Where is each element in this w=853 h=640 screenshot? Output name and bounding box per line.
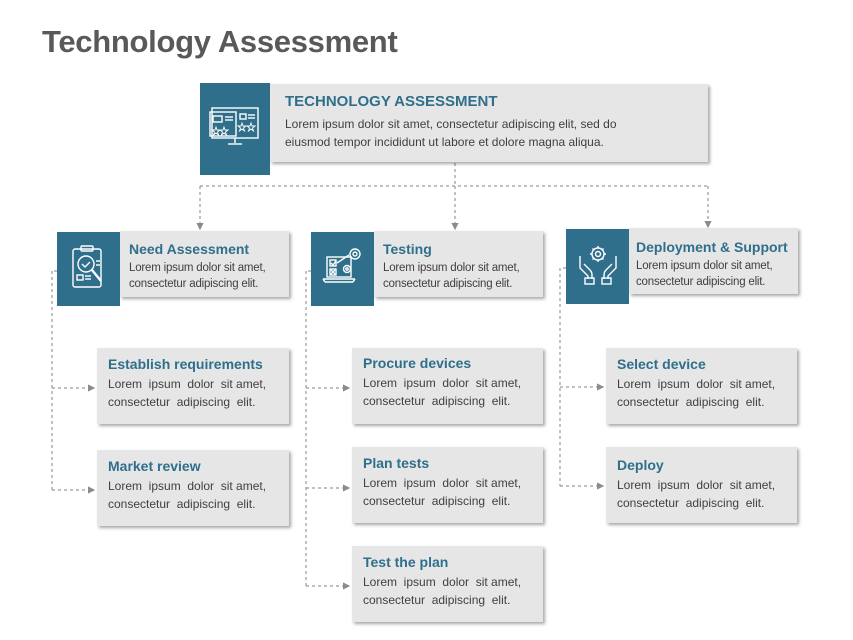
text-line: Lorem ipsum dolor sit amet, (363, 376, 522, 390)
text-line: Lorem ipsum dolor sit amet, (617, 478, 776, 492)
card-heading: Procure devices (363, 355, 472, 371)
text-line: Lorem ipsum dolor sit amet, (363, 476, 522, 490)
text-line: Lorem ipsum dolor sit amet, (108, 479, 267, 493)
card-text (363, 374, 548, 410)
card-text (108, 375, 293, 411)
top-card-heading: TECHNOLOGY ASSESSMENT (285, 93, 498, 110)
text-line: Lorem ipsum dolor sit amet, (636, 260, 773, 272)
top-card-text-line-2: eiusmod tempor incididunt ut labore et dolore magna aliqua. (285, 135, 604, 149)
card-heading: Select device (617, 356, 706, 372)
card-text (363, 474, 548, 510)
card-text (617, 476, 802, 512)
text-line: consectetur adipiscing elit. (617, 395, 765, 409)
text-line: Lorem ipsum dolor sit amet, (383, 262, 520, 274)
deployment-support-heading: Deployment & Support (636, 239, 788, 255)
text-line: Lorem ipsum dolor sit amet, (363, 575, 522, 589)
testing-text (383, 260, 553, 292)
card-heading: Plan tests (363, 455, 430, 471)
text-line: consectetur adipiscing elit. (363, 494, 511, 508)
need-assessment-text (129, 260, 299, 292)
text-line: Lorem ipsum dolor sit amet, (129, 262, 266, 274)
laptop-gear-checklist-icon (321, 245, 365, 285)
card-heading: Establish requirements (108, 356, 263, 372)
text-line: Lorem ipsum dolor sit amet, (617, 377, 776, 391)
text-line: consectetur adipiscing elit. (363, 593, 511, 607)
text-line: consectetur adipiscing elit. (108, 395, 256, 409)
deployment-support-text (636, 258, 806, 290)
hands-gear-icon (576, 242, 620, 286)
slide-title: Technology Assessment (42, 24, 398, 59)
text-line: consectetur adipiscing elit. (363, 394, 511, 408)
text-line: consectetur adipiscing elit. (129, 278, 259, 290)
text-line: consectetur adipiscing elit. (617, 496, 765, 510)
text-line: consectetur adipiscing elit. (383, 278, 513, 290)
card-text (108, 477, 293, 513)
testing-heading: Testing (383, 241, 432, 257)
card-heading: Test the plan (363, 554, 449, 570)
card-heading: Deploy (617, 457, 664, 473)
card-text (617, 375, 802, 411)
top-card-text-line-1: Lorem ipsum dolor sit amet, consectetur adipiscing elit, sed do (285, 117, 617, 131)
clipboard-search-icon (69, 244, 109, 292)
text-line: consectetur adipiscing elit. (108, 497, 256, 511)
text-line: Lorem ipsum dolor sit amet, (108, 377, 267, 391)
text-line: consectetur adipiscing elit. (636, 276, 766, 288)
card-text (363, 573, 548, 609)
monitor-rating-icon (208, 104, 262, 150)
top-card-text (285, 115, 705, 151)
need-assessment-heading: Need Assessment (129, 241, 250, 257)
card-heading: Market review (108, 458, 201, 474)
